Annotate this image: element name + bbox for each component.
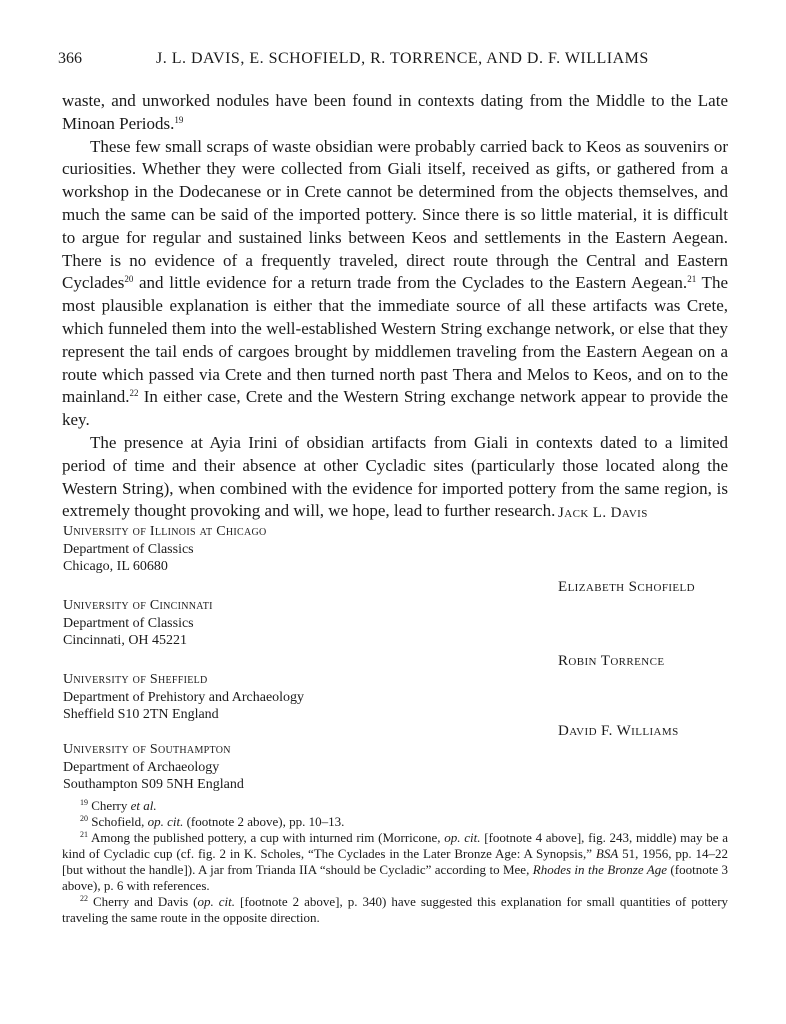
footnote-text: Cherry [91,798,131,813]
author-name: Elizabeth Schofield [558,579,696,595]
paragraph-1 [62,90,728,136]
affiliation-university: University of Sheffield [63,672,208,687]
affiliation-university: University of Cincinnati [63,598,213,613]
paragraph-2-text-b: and little evidence for a return trade from the Cyclades to the Eastern Aegean. [133,273,688,293]
footnote-text: (footnote 2 above), pp. 10–13. [183,814,345,829]
paragraph-1-text: waste, and unworked nodules have been found in contexts dating from the Middle to the Late Minoan Periods. [62,91,728,133]
footnote-text: Schofield, [91,814,148,829]
author-name: Jack L. Davis [558,505,648,521]
author-name: Robin Torrence [558,653,665,669]
footnote-19 [62,798,728,814]
affiliation [63,671,304,724]
affiliation-department: Department of Classics [63,615,194,631]
affiliation-university: University of Southampton [63,742,231,757]
paragraph-2 [62,136,728,432]
affiliation [63,741,244,794]
footnote-italic-text: Rhodes in the Bronze Age [532,862,668,877]
footnote-text: (footnote 3 above), p. 6 with references. [62,862,729,893]
footnote-number: 21 [80,830,88,839]
paragraph-2-text-c: The most plausible explanation is either that the immediate source of all these artifacts was Crete, which funneled them into the well-established Western String exchange network, or else that they represent the tail ends of cargoes brought by middlemen traveling from the Eastern Aegean on a route which passed via Crete and then turned north past Thera and Melos to Keos, and on to the mainland. [62,273,728,407]
affiliation [63,597,213,650]
footnote-text: Cherry and Davis ( [93,894,198,909]
paragraph-2-text-d: In either case, Crete and the Western String exchange network appear to provide the key. [62,387,728,430]
footnote-italic-text: op. cit. [444,830,481,845]
footnote-22 [62,894,728,926]
affiliation-address: Sheffield S10 2TN England [63,707,219,722]
footnote-text: Among the published pottery, a cup with inturned rim (Morricone, [91,830,445,845]
footnotes [62,798,728,926]
footnote-italic-text: op. cit. [147,814,184,829]
paragraph-3: The presence at Ayia Irini of obsidian artifacts from Giali in contexts dated to a limited period of time and their absence at other Cycladic sites (particularly those located along the Western String), when combined with the evidence for imported pottery from the same region, is extremely thought provoking and will, we hope, lead to further research. [62,432,728,521]
affiliation-address: Southampton S09 5NH England [63,777,244,792]
footnote-21 [62,830,728,894]
paragraph-2-text-a: These few small scraps of waste obsidian were probably carried back to Keos as souvenirs or curiosities. Whether they were collected from Giali itself, received as gifts, or gathered from a workshop in the Dodecanese or in Crete cannot be determined from the objects themselves, and much the same can be said of the imported pottery. Since there is so little material, it is difficult to argue for regular and sustained links between Keos and settlements in the Eastern Aegean. There is no evidence of a frequently traveled, direct route through the Central and Eastern Cyclades [62,136,728,293]
affiliation [63,523,267,576]
footnote-ref-21[interactable]: 21 [687,274,697,285]
running-title: J. L. DAVIS, E. SCHOFIELD, R. TORRENCE, AND D. F. WILLIAMS [156,50,649,67]
affiliation-address: Chicago, IL 60680 [63,559,168,574]
affiliation-department: Department of Prehistory and Archaeology [63,689,305,705]
footnote-ref-22[interactable]: 22 [129,388,139,399]
footnote-number: 20 [80,814,88,823]
running-header [58,50,738,74]
affiliation-department: Department of Classics [63,541,194,557]
footnote-text: 51, 1956, pp. 14–22 [but without the handle]). A jar from Trianda IIA “should be Cycladic” according to Mee, [62,846,729,877]
footnote-20 [62,814,728,830]
footnote-number: 19 [80,798,88,807]
footnote-italic-text: op. cit. [197,894,236,909]
footnote-ref-19[interactable]: 19 [174,114,184,125]
affiliation-university: University of Illinois at Chicago [63,524,267,539]
footnote-italic-text: et al. [130,798,157,813]
footnote-text: [footnote 2 above], p. 340) have suggested this explanation for small quantities of pottery traveling the same route in the opposite direction. [62,894,729,925]
affiliation-department: Department of Archaeology [63,759,220,775]
page-number: 366 [58,50,82,67]
footnote-text: [footnote 4 above], fig. 243, middle) may be a kind of Cycladic cup (cf. fig. 2 in K. Scholes, “The Cyclades in the Later Bronze Age: A Synopsis,” [62,830,728,861]
author-name: David F. Williams [558,723,679,739]
footnote-number: 22 [80,894,88,903]
footnote-italic-text: BSA [595,846,619,861]
footnote-ref-20[interactable]: 20 [124,274,134,285]
main-text [62,90,728,523]
affiliation-address: Cincinnati, OH 45221 [63,633,188,648]
